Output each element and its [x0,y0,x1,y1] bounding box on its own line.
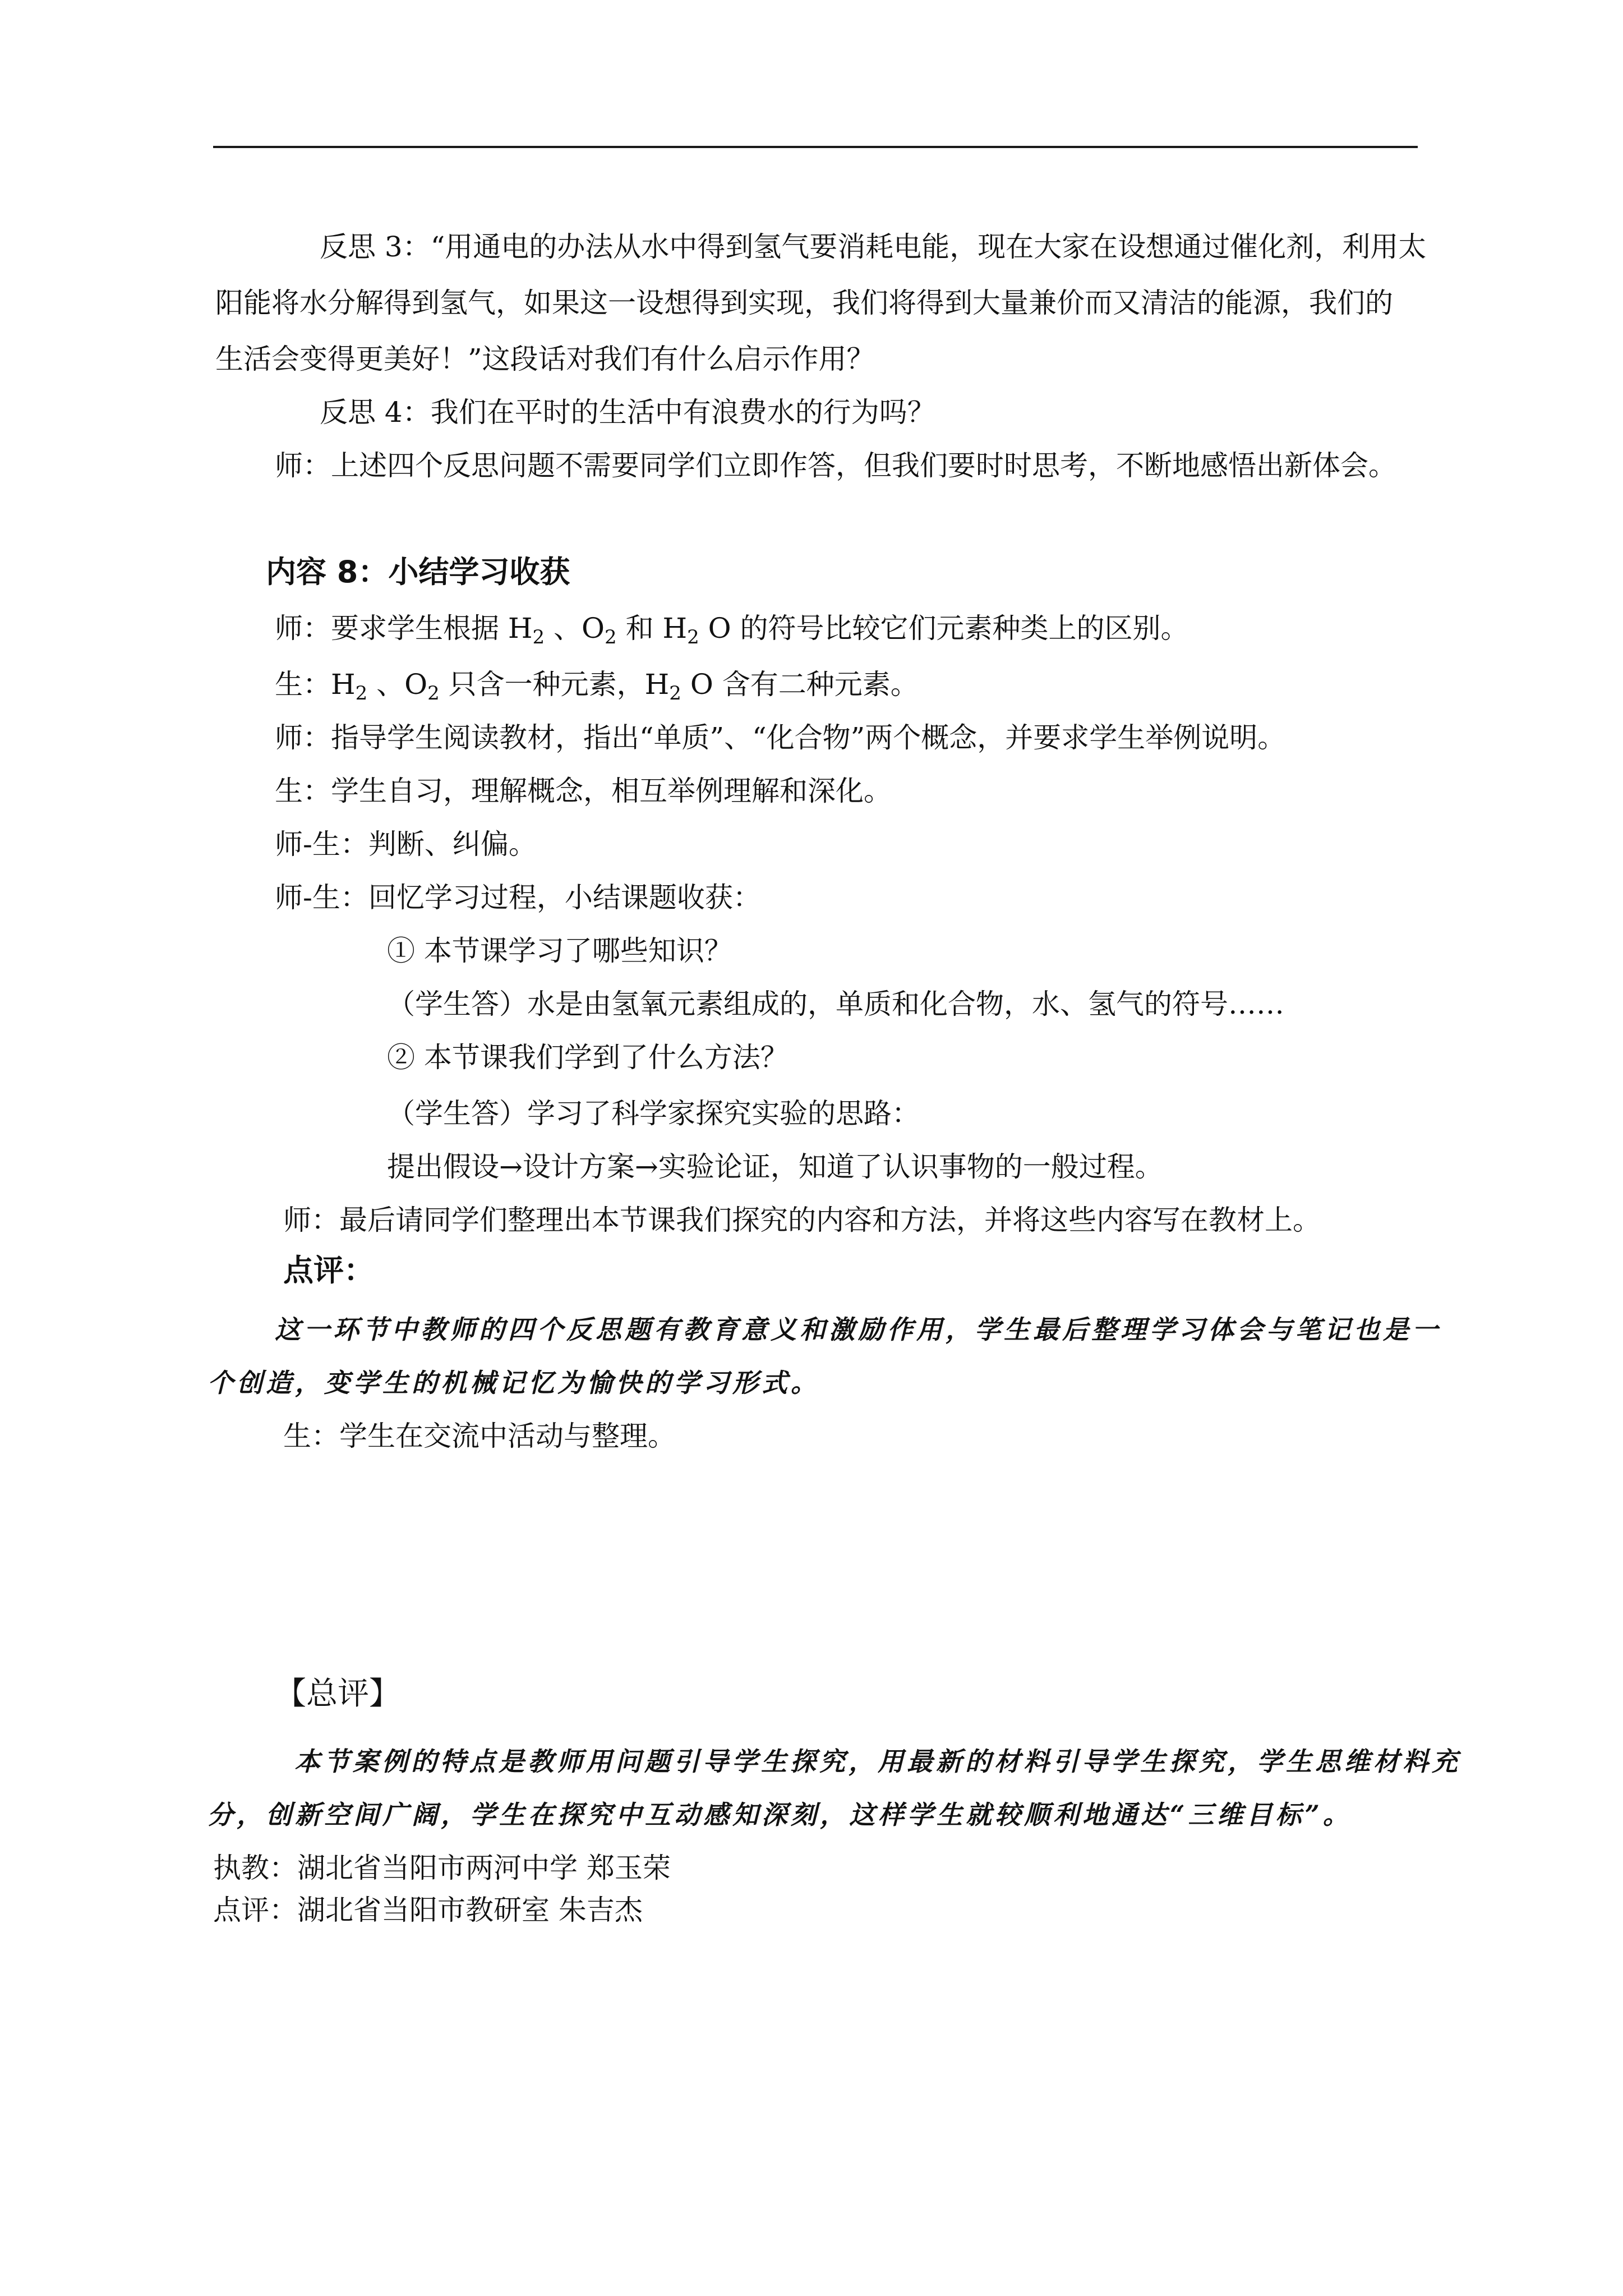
section-8-heading: 内容 8：小结学习收获 [266,554,570,590]
summary-heading: 【总评】 [275,1676,400,1712]
reflection-3-line-2: 阳能将水分解得到氢气，如果这一设想得到实现，我们将得到大量兼价而又清洁的能源，我们的 [215,287,1393,319]
section-8-line-5: 师-生：判断、纠偏。 [275,828,537,861]
reviewer-credit: 点评：湖北省当阳市教研室 朱吉杰 [213,1894,643,1926]
teacher-credit: 执教：湖北省当阳市两河中学 郑玉荣 [213,1852,671,1884]
section-8-line-2: 生：$H_2$ 、$O_2$ 只含一种元素，$H_2$ O 含有二种元素。 [275,668,919,705]
reflection-3-line-3: 生活会变得更美好！”这段话对我们有什么启示作用？ [215,343,875,375]
comment-line-2: 个创造，变学生的机械记忆为愉快的学习形式。 [208,1368,820,1398]
comment-line-1: 这一环节中教师的四个反思题有教育意义和激励作用，学生最后整理学习体会与笔记也是一 [275,1314,1441,1345]
answer-1: （学生答）水是由氢氧元素组成的，单质和化合物，水、氢气的符号…… [387,988,1284,1020]
section-8-line-1: 师：要求学生根据 $H_2$ 、$O_2$ 和 $H_2$ O 的符号比较它们元素种类上的区别。 [275,612,1189,648]
teacher-note: 师：上述四个反思问题不需要同学们立即作答，但我们要时时思考，不断地感悟出新体会。 [275,449,1396,482]
header-rule [213,146,1418,148]
section-8-line-7: 师：最后请同学们整理出本节课我们探究的内容和方法，并将这些内容写在教材上。 [283,1204,1321,1236]
answer-2-continued: 提出假设→设计方案→实验论证，知道了认识事物的一般过程。 [387,1151,1163,1183]
comment-heading: 点评： [283,1253,374,1288]
question-2: ② 本节课我们学到了什么方法？ [387,1041,789,1074]
question-1: ① 本节课学习了哪些知识？ [387,935,732,967]
section-8-line-4: 生：学生自习，理解概念，相互举例理解和深化。 [275,775,892,807]
comment-after: 生：学生在交流中活动与整理。 [283,1420,676,1452]
reflection-3-line-1: 反思 3：“用通电的办法从水中得到氢气要消耗电能，现在大家在设想通过催化剂，利用太 [320,231,1427,263]
reflection-4: 反思 4：我们在平时的生活中有浪费水的行为吗？ [320,396,935,429]
section-8-line-6: 师-生：回忆学习过程，小结课题收获： [275,881,761,914]
section-8-line-3: 师：指导学生阅读教材，指出“单质”、“化合物”两个概念，并要求学生举例说明。 [275,721,1286,754]
answer-2: （学生答）学习了科学家探究实验的思路： [387,1097,920,1130]
summary-line-2: 分，创新空间广阔，学生在探究中互动感知深刻，这样学生就较顺利地通达“三维目标”。 [208,1800,1352,1830]
summary-line-1: 本节案例的特点是教师用问题引导学生探究，用最新的材料引导学生探究，学生思维材料充 [294,1746,1461,1777]
